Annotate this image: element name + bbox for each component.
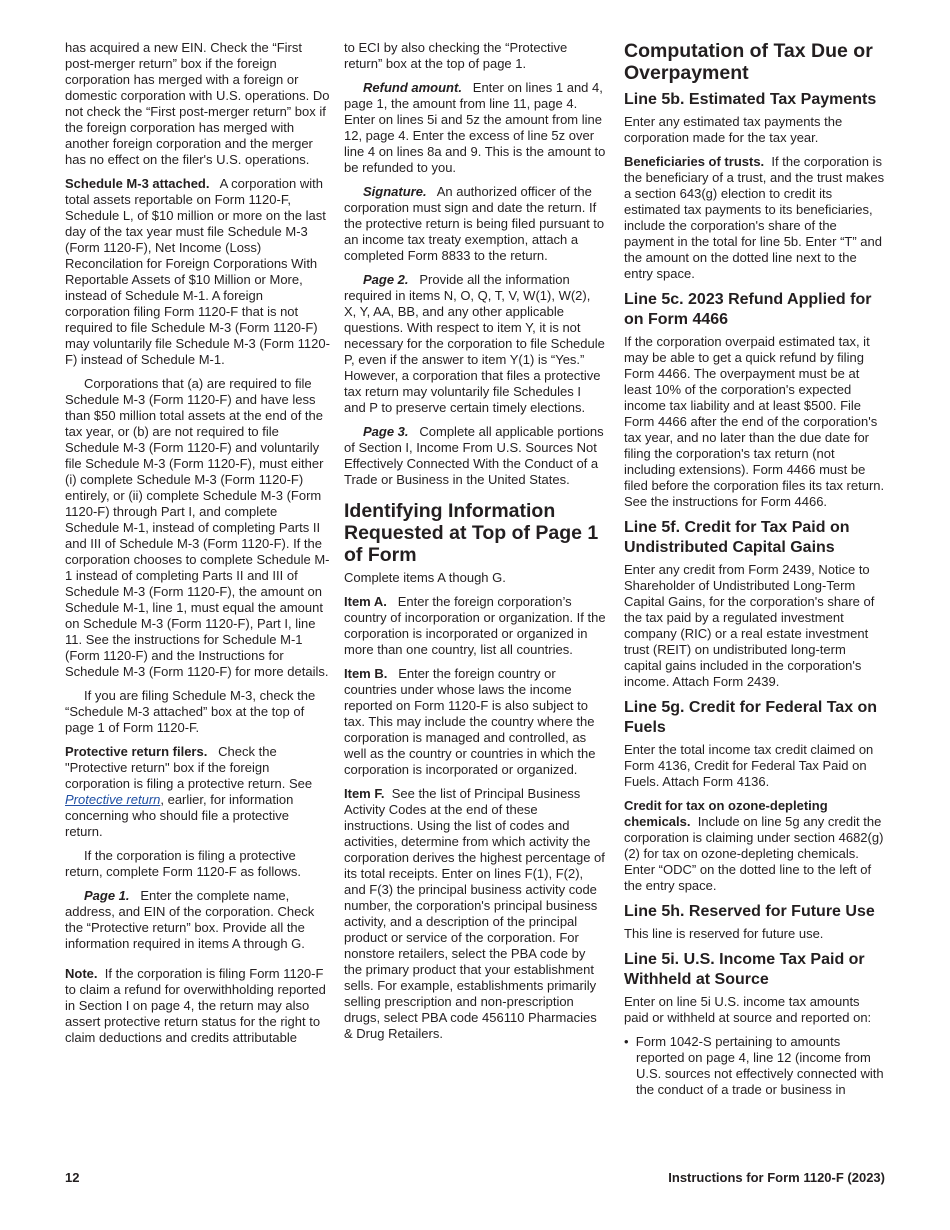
- paragraph-item-a: [344, 594, 606, 658]
- column-middle: [344, 40, 606, 1050]
- run-in-heading: Refund amount.: [363, 80, 462, 95]
- paragraph: has acquired a new EIN. Check the “First post-merger return” box if the foreign corporation has merged with a foreign or domestic corporation with U.S. operations. Do not check the “First post-merger return” box if the foreign corporation has merged with another foreign corporation and the merger has no effect on the filer's U.S. operations.: [65, 40, 330, 167]
- subsection-heading-line-5h: Line 5h. Reserved for Future Use: [624, 903, 875, 920]
- bullet-text: Form 1042-S pertaining to amounts reported on page 4, line 12 (income from U.S. sources not effectively connected with the conduct of a trade or business in: [635, 1034, 884, 1097]
- paragraph-text: Check the "Protective return" box if the foreign corporation is filing a protective return. See: [65, 744, 313, 791]
- paragraph-text: An authorized officer of the corporation must sign and date the return. If the protective return is being filed pursuant to an income tax treaty exemption, attach a completed Form 8833 to the return.: [344, 184, 605, 263]
- paragraph: Complete items A though G.: [344, 570, 506, 585]
- paragraph-schedule-m3: [65, 176, 330, 368]
- paragraph-refund-amount: [344, 80, 606, 176]
- paragraph: If the corporation overpaid estimated tax, it may be able to get a quick refund by filing Form 4466. The overpayment must be at least 10% of the corporation's expected income tax liability and at least $500. File Form 4466 after the end of the corporation's tax year, and no later than the due date for filing the corporation's tax return (not including extensions). Form 4466 must be filed before the corporation files its tax return. See the instructions for Form 4466.: [624, 334, 885, 509]
- paragraph-text: Enter the complete name, address, and EIN of the corporation. Check the “Protective return” box. Provide all the information required in items A through G.: [65, 888, 315, 951]
- run-in-heading: Schedule M-3 attached.: [65, 176, 210, 191]
- paragraph-text: Include on line 5g any credit the corporation is claiming under section 4682(g)(2) for tax on ozone-depleting chemicals. Enter “ODC” on the dotted line to the left of the entry space.: [624, 814, 884, 893]
- paragraph-beneficiaries: [624, 154, 886, 282]
- note-label: Note.: [65, 966, 98, 981]
- paragraph-signature: [344, 184, 606, 264]
- run-in-heading: Page 1.: [84, 888, 130, 903]
- run-in-heading: Page 3.: [363, 424, 409, 439]
- paragraph-page3: [344, 424, 606, 488]
- paragraph-text: , earlier, for information concerning who should file a protective return.: [65, 792, 294, 839]
- paragraph: to ECI by also checking the “Protective return” box at the top of page 1.: [344, 40, 568, 71]
- bullet-icon: •: [624, 1034, 636, 1049]
- paragraph-text: Enter the foreign country or countries under whose laws the income reported on Form 1120-F is also subject to tax. This may include the country where the corporation is managed and controlled, as well as the country or countries in which the corporation is incorporated or organized.: [344, 666, 596, 777]
- paragraph-text: See the list of Principal Business Activity Codes at the end of these instructions. Using the list of codes and activities, determine from which activity the corporation derives the highest percentage of its total receipts. Enter on lines F(1), F(2), and F(3) the principal business activity code number, the corporation's principal business activity, and a description of the principal product or service of the corporation. For nonstore retailers, select the PBA code by the primary product that your establishment sells. For example, establishments primarily selling prescription and non-prescription drugs, select PBA code 456110 Pharmacies & Drug Retailers.: [344, 786, 605, 1041]
- paragraph-item-b: [344, 666, 606, 778]
- subsection-heading-line-5c: Line 5c. 2023 Refund Applied for on Form 4466: [624, 291, 872, 328]
- section-heading: Identifying Information Requested at Top of Page 1 of Form: [344, 500, 599, 566]
- paragraph-text: Enter the foreign corporation’s country of incorporation or organization. If the corporation is incorporated or organized in more than one country, list all countries.: [344, 594, 606, 657]
- paragraph: Enter any credit from Form 2439, Notice to Shareholder of Undistributed Long-Term Capital Gains, for the corporation's share of the tax paid by a regulated investment company (RIC) or a real estate investment trust (REIT) on undistributed long-term capital gains included in the corporation's income. Attach Form 2439.: [624, 562, 875, 689]
- paragraph: Enter the total income tax credit claimed on Form 4136, Credit for Federal Tax Paid on Fuels. Attach Form 4136.: [624, 742, 874, 789]
- paragraph-page1: [65, 888, 330, 952]
- section-heading: Computation of Tax Due or Overpayment: [624, 40, 873, 84]
- paragraph-text: A corporation with total assets reportable on Form 1120-F, Schedule L, of $10 million or more on the last day of the tax year must file Schedule M-3 (Form 1120-F), Net Income (Loss) Reconcilation for Foreign Corporations With Reportable Assets of $10 Million or More, instead of Schedule M-1. A foreign corporation filing Form 1120-F that is not required to file Schedule M-3 (Form 1120-F) may voluntarily file Schedule M-3 (Form 1120-F) instead of Schedule M-1.: [65, 176, 330, 367]
- run-in-heading: Page 2.: [363, 272, 409, 287]
- paragraph: If you are filing Schedule M-3, check the “Schedule M-3 attached” box at the top of page 1 of Form 1120-F.: [65, 688, 316, 735]
- paragraph-item-f: [344, 786, 606, 1042]
- protective-return-link[interactable]: Protective return: [65, 792, 161, 807]
- paragraph-protective-return: [65, 744, 330, 840]
- run-in-heading: Item B.: [344, 666, 388, 681]
- run-in-heading: Signature.: [363, 184, 427, 199]
- paragraph-text: Complete all applicable portions of Section I, Income From U.S. Sources Not Effectively Connected With the Conduct of a Trade or Business in the United States.: [344, 424, 604, 487]
- subsection-heading-line-5f: Line 5f. Credit for Tax Paid on Undistributed Capital Gains: [624, 519, 850, 556]
- paragraph-ozone: [624, 798, 886, 894]
- column-right: [624, 40, 886, 1106]
- paragraph-page2: [344, 272, 606, 416]
- subsection-heading-line-5b: Line 5b. Estimated Tax Payments: [624, 91, 877, 108]
- paragraph: If the corporation is filing a protective return, complete Form 1120-F as follows.: [65, 848, 302, 879]
- bullet-item: [624, 1034, 886, 1098]
- column-left: [65, 40, 330, 1054]
- subsection-heading-line-5i: Line 5i. U.S. Income Tax Paid or Withheld at Source: [624, 951, 865, 988]
- run-in-heading: Protective return filers.: [65, 744, 208, 759]
- paragraph: Corporations that (a) are required to file Schedule M-3 (Form 1120-F) and have less than $50 million total assets at the end of the tax year, or (b) are not required to file Schedule M-3 (Form 1120-F) and voluntarily file Schedule M-3 (Form 1120-F), must either (i) complete Schedule M-3 (Form 1120-F) entirely, or (ii) complete Schedule M-3 (Form 1120-F) through Part I, and complete Schedule M-1, instead of completing Parts II and III of Schedule M-3 (Form 1120-F). If the corporation chooses to complete Schedule M-1 instead of completing Parts II and III of Schedule M-3 (Form 1120-F), the amount on Schedule M-1, line 1, must equal the amount on Schedule M-3 (Form 1120-F), Part I, line 11. See the instructions for Schedule M-1 (Form 1120-F) and the Instructions for Schedule M-3 (Form 1120-F) for more details.: [65, 376, 330, 679]
- run-in-heading: Beneficiaries of trusts.: [624, 154, 765, 169]
- run-in-heading: Credit for tax on ozone-depleting chemicals.: [624, 798, 828, 829]
- paragraph-text: Provide all the information required in items N, O, Q, T, V, W(1), W(2), X, Y, AA, BB, and any other applicable questions. With respect to item Y, it is not necessary for the corporation to file Schedule P, even if the answer to item Y(1) is “Yes.” However, a corporation that files a protective tax return may voluntarily file Schedules I and P to preserve certain timely elections.: [344, 272, 605, 415]
- footer-document-title: Instructions for Form 1120-F (2023): [668, 1170, 885, 1185]
- run-in-heading: Item A.: [344, 594, 387, 609]
- paragraph-text: If the corporation is filing Form 1120-F to claim a refund for overwithholding reported in Section I on page 4, the return may also assert protective return status for the right to claim deductions and credits attributable: [65, 966, 326, 1045]
- paragraph: Enter any estimated tax payments the corporation made for the tax year.: [624, 114, 843, 145]
- page-number: 12: [65, 1170, 80, 1185]
- note-paragraph: [65, 966, 330, 1046]
- paragraph: Enter on line 5i U.S. income tax amounts paid or withheld at source and reported on:: [624, 994, 872, 1025]
- run-in-heading: Item F.: [344, 786, 385, 801]
- subsection-heading-line-5g: Line 5g. Credit for Federal Tax on Fuels: [624, 699, 878, 736]
- paragraph-text: If the corporation is the beneficiary of a trust, and the trust makes a section 643(g) election to credit its estimated tax payments to its beneficiaries, include the corporation's share of the payment in the total for line 5b. Enter “T” and the amount on the dotted line next to the entry space.: [624, 154, 885, 281]
- paragraph-text: Enter on lines 1 and 4, page 1, the amount from line 11, page 4. Enter on lines 5i and 5z the amount from line 12, page 4. Enter the excess of line 5z over line 4 on lines 8a and 9. This is the amount to be refunded to you.: [344, 80, 606, 175]
- paragraph: This line is reserved for future use.: [624, 926, 824, 941]
